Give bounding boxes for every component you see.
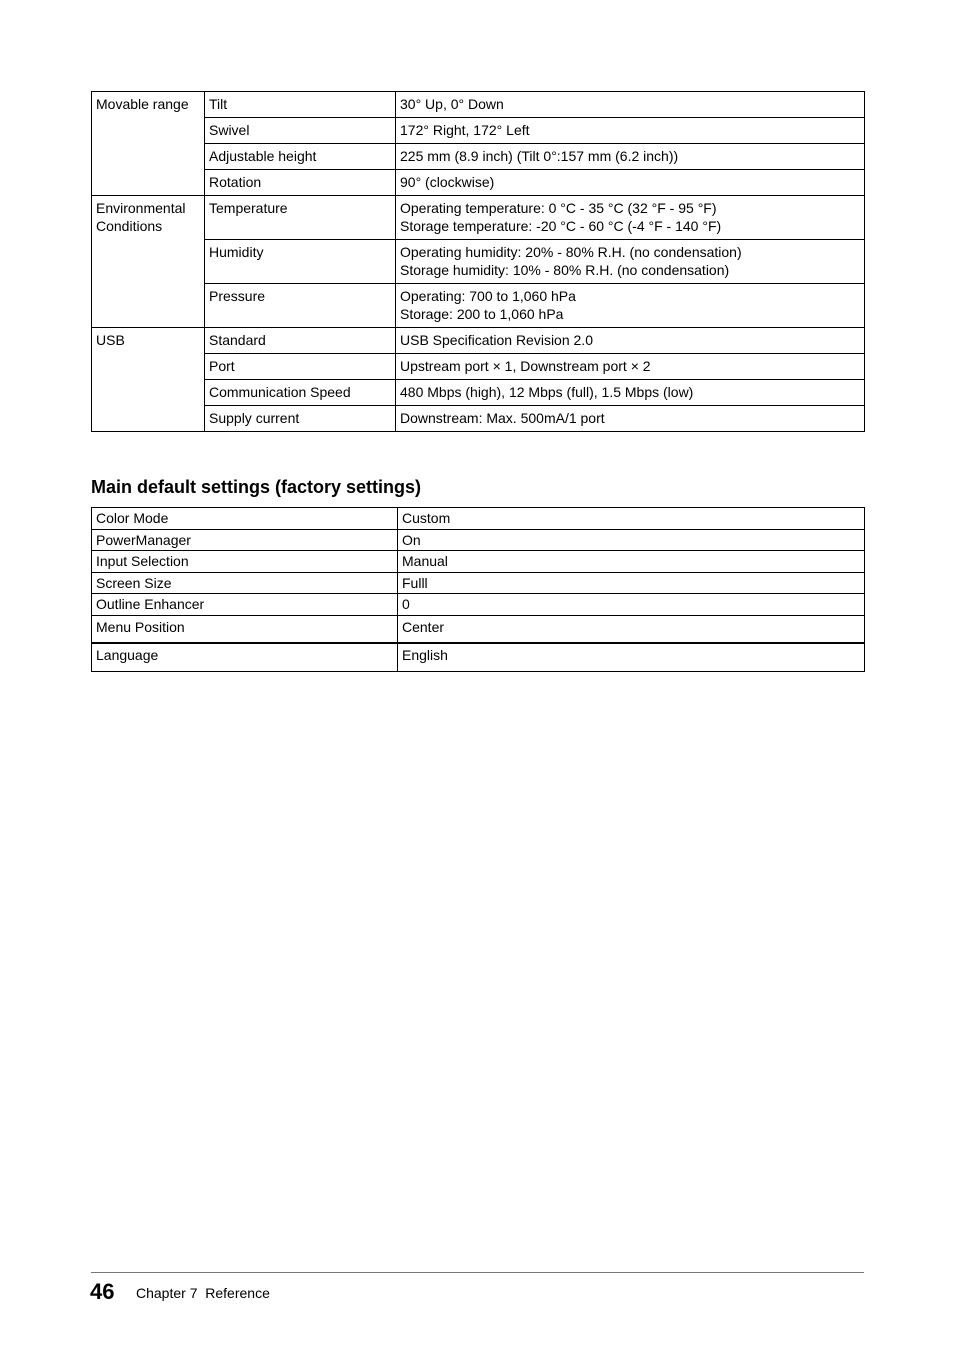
table-row: [92, 406, 865, 432]
page-number: 46: [90, 1279, 115, 1304]
table-row: [92, 170, 865, 196]
table-row: [92, 284, 865, 328]
spec-item: Rotation: [205, 170, 396, 196]
setting-name: Input Selection: [92, 551, 398, 573]
spec-item: Humidity: [205, 240, 396, 284]
group-label-line: Conditions: [96, 217, 163, 234]
table-row: [92, 92, 865, 118]
setting-name: Screen Size: [92, 572, 398, 594]
spec-item: Pressure: [205, 284, 396, 328]
spec-value-line: Operating: 700 to 1,060 hPa: [400, 288, 576, 304]
footer-divider: [91, 1272, 864, 1273]
setting-name: Language: [92, 643, 398, 671]
spec-value: 172° Right, 172° Left: [396, 118, 865, 144]
table-row: [92, 508, 865, 530]
spec-value: USB Specification Revision 2.0: [396, 328, 865, 354]
setting-value: 0: [398, 594, 865, 616]
setting-name: Color Mode: [92, 508, 398, 530]
spec-item: Supply current: [205, 406, 396, 432]
chapter-title: Reference: [205, 1285, 270, 1301]
table-row: [92, 551, 865, 573]
table-row: [92, 118, 865, 144]
spec-item: Communication Speed: [205, 380, 396, 406]
spec-value-line: Operating humidity: 20% - 80% R.H. (no condensation): [400, 244, 742, 260]
table-row: [92, 529, 865, 551]
group-label-usb: USB: [92, 328, 205, 432]
spec-item: Port: [205, 354, 396, 380]
table-row: [92, 572, 865, 594]
setting-value: Custom: [398, 508, 865, 530]
table-row: [92, 643, 865, 671]
spec-value: 480 Mbps (high), 12 Mbps (full), 1.5 Mbps (low): [396, 380, 865, 406]
setting-value: Manual: [398, 551, 865, 573]
spec-item: Tilt: [205, 92, 396, 118]
spec-value: Upstream port × 1, Downstream port × 2: [396, 354, 865, 380]
chapter-label: [136, 1285, 270, 1302]
setting-value: Fulll: [398, 572, 865, 594]
spec-value: [396, 240, 865, 284]
spec-value: 30° Up, 0° Down: [396, 92, 865, 118]
setting-value: On: [398, 529, 865, 551]
spec-value: [396, 284, 865, 328]
spec-value-line: Operating temperature: 0 °C - 35 °C (32 °F - 95 °F): [400, 200, 717, 216]
table-row: [92, 380, 865, 406]
chapter-number: Chapter 7: [136, 1285, 198, 1301]
spec-value: Downstream: Max. 500mA/1 port: [396, 406, 865, 432]
table-row: [92, 615, 865, 643]
spec-item: Temperature: [205, 196, 396, 240]
group-label-line: Environmental: [96, 200, 186, 216]
spec-item: Adjustable height: [205, 144, 396, 170]
spec-value-line: Storage: 200 to 1,060 hPa: [400, 305, 564, 322]
spec-item: Swivel: [205, 118, 396, 144]
setting-name: Outline Enhancer: [92, 594, 398, 616]
setting-name: Menu Position: [92, 615, 398, 643]
spec-value: [396, 196, 865, 240]
specifications-table: [91, 91, 865, 432]
group-label-movable-range: Movable range: [92, 92, 205, 196]
spec-value-line: Storage humidity: 10% - 80% R.H. (no condensation): [400, 261, 730, 278]
setting-value: Center: [398, 615, 865, 643]
spec-value-line: Storage temperature: -20 °C - 60 °C (-4 °F - 140 °F): [400, 217, 722, 234]
spec-value: 90° (clockwise): [396, 170, 865, 196]
table-row: [92, 328, 865, 354]
setting-name: PowerManager: [92, 529, 398, 551]
table-row: [92, 144, 865, 170]
group-label-environmental-conditions: [92, 196, 205, 328]
section-heading: Main default settings (factory settings): [91, 477, 422, 497]
spec-item: Standard: [205, 328, 396, 354]
table-row: [92, 594, 865, 616]
default-settings-table: [91, 507, 865, 672]
table-row: [92, 240, 865, 284]
spec-value: 225 mm (8.9 inch) (Tilt 0°:157 mm (6.2 inch)): [396, 144, 865, 170]
table-row: [92, 196, 865, 240]
setting-value: English: [398, 643, 865, 671]
table-row: [92, 354, 865, 380]
